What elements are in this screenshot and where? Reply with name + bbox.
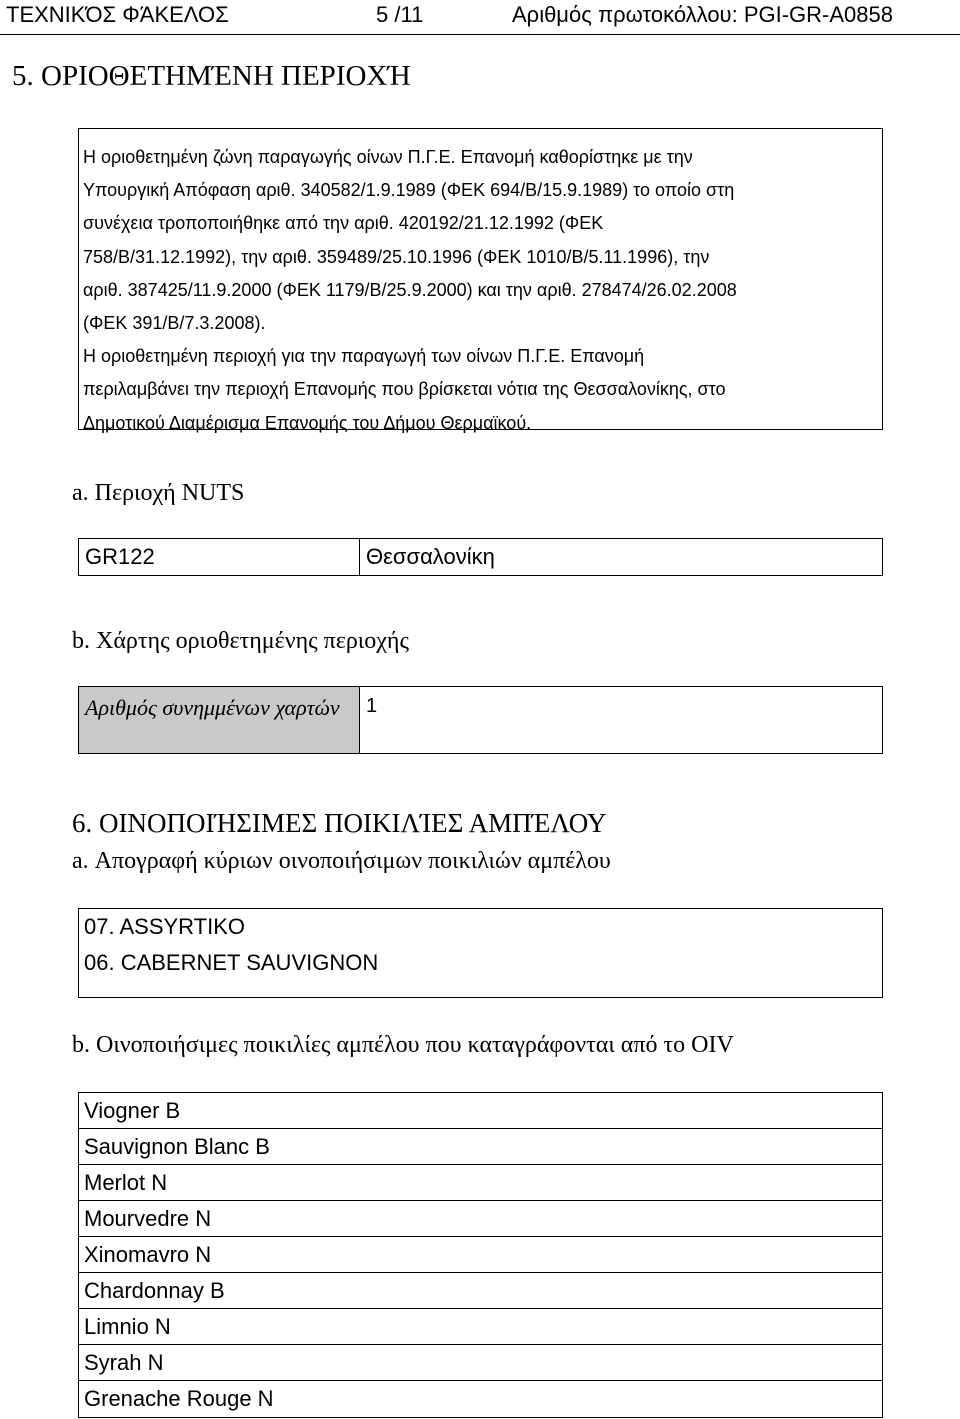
list-item: Sauvignon Blanc B — [79, 1129, 882, 1165]
list-item: Grenache Rouge N — [84, 1386, 274, 1411]
main-varieties-heading: a. Απογραφή κύριων οινοποιήσιμων ποικιλιών αμπέλου — [72, 848, 611, 874]
paragraph-line: αριθ. 387425/11.9.2000 (ΦΕΚ 1179/Β/25.9.2000) και την αριθ. 278474/26.02.2008 — [83, 279, 737, 300]
list-item: Chardonnay B — [79, 1273, 882, 1309]
list-item: Limnio N — [79, 1309, 882, 1345]
paragraph-line: περιλαμβάνει την περιοχή Επανομής που βρίσκεται νότια της Θεσσαλονίκης, στο — [83, 379, 726, 400]
oiv-varieties-list — [78, 1092, 883, 1418]
header-divider — [0, 34, 960, 35]
paragraph-line: Η οριοθετημένη περιοχή για την παραγωγή των οίνων Π.Γ.Ε. Επανομή — [83, 346, 645, 367]
paragraph-line: Η οριοθετημένη ζώνη παραγωγής οίνων Π.Γ.Ε. Επανομή καθορίστηκε με την — [83, 147, 693, 167]
list-item: Xinomavro N — [79, 1237, 882, 1273]
section-5-heading: 5. ΟΡΙΟΘΕΤΗΜΈΝΗ ΠΕΡΙΟΧΉ — [12, 60, 411, 92]
section-6-heading: 6. ΟΙΝΟΠΟΙΉΣΙΜΕΣ ΠΟΙΚΙΛΊΕΣ ΑΜΠΈΛΟΥ — [72, 808, 607, 838]
list-item: Mourvedre N — [79, 1201, 882, 1237]
paragraph-line: (ΦΕΚ 391/Β/7.3.2008). — [83, 313, 266, 334]
list-item: 06. CABERNET SAUVIGNON — [84, 950, 379, 975]
list-item: Merlot N — [79, 1165, 882, 1201]
page-header — [0, 0, 960, 36]
paragraph-line: Δημοτικού Διαμέρισμα Επανομής του Δήμου Θερμαϊκού. — [83, 412, 532, 433]
oiv-varieties-heading: b. Οινοποιήσιμες ποικιλίες αμπέλου που καταγράφονται από το OIV — [72, 1032, 734, 1058]
nuts-table — [78, 538, 883, 576]
paragraph-line: συνέχεια τροποποιήθηκε από την αριθ. 420192/21.12.1992 (ΦΕΚ — [83, 213, 604, 234]
protocol-number: Αριθμός πρωτοκόλλου: PGI-GR-A0858 — [512, 2, 893, 27]
delimited-area-description — [78, 128, 883, 433]
nuts-code: GR122 — [79, 539, 360, 576]
attached-maps-label: Αριθμός συνημμένων χαρτών — [79, 687, 360, 754]
main-varieties-list — [78, 908, 883, 998]
paragraph-line: Υπουργική Απόφαση αριθ. 340582/1.9.1989 (ΦΕΚ 694/Β/15.9.1989) το οποίο στη — [83, 180, 735, 201]
list-item: 07. ASSYRTIKO — [84, 914, 246, 939]
list-item: Syrah N — [79, 1345, 882, 1381]
nuts-heading: a. Περιοχή NUTS — [72, 480, 245, 506]
attached-maps-count: 1 — [360, 687, 883, 754]
map-heading: b. Χάρτης οριοθετημένης περιοχής — [72, 628, 409, 654]
list-item: Viogner B — [79, 1093, 882, 1129]
paragraph-line: 758/Β/31.12.1992), την αριθ. 359489/25.10.1996 (ΦΕΚ 1010/Β/5.11.1996), την — [83, 246, 710, 267]
document-title: ΤΕΧΝΙΚΌΣ ΦΆΚΕΛΟΣ — [6, 2, 229, 27]
nuts-region-name: Θεσσαλονίκη — [360, 539, 883, 576]
maps-table — [78, 686, 883, 754]
page-number: 5 /11 — [376, 2, 424, 27]
